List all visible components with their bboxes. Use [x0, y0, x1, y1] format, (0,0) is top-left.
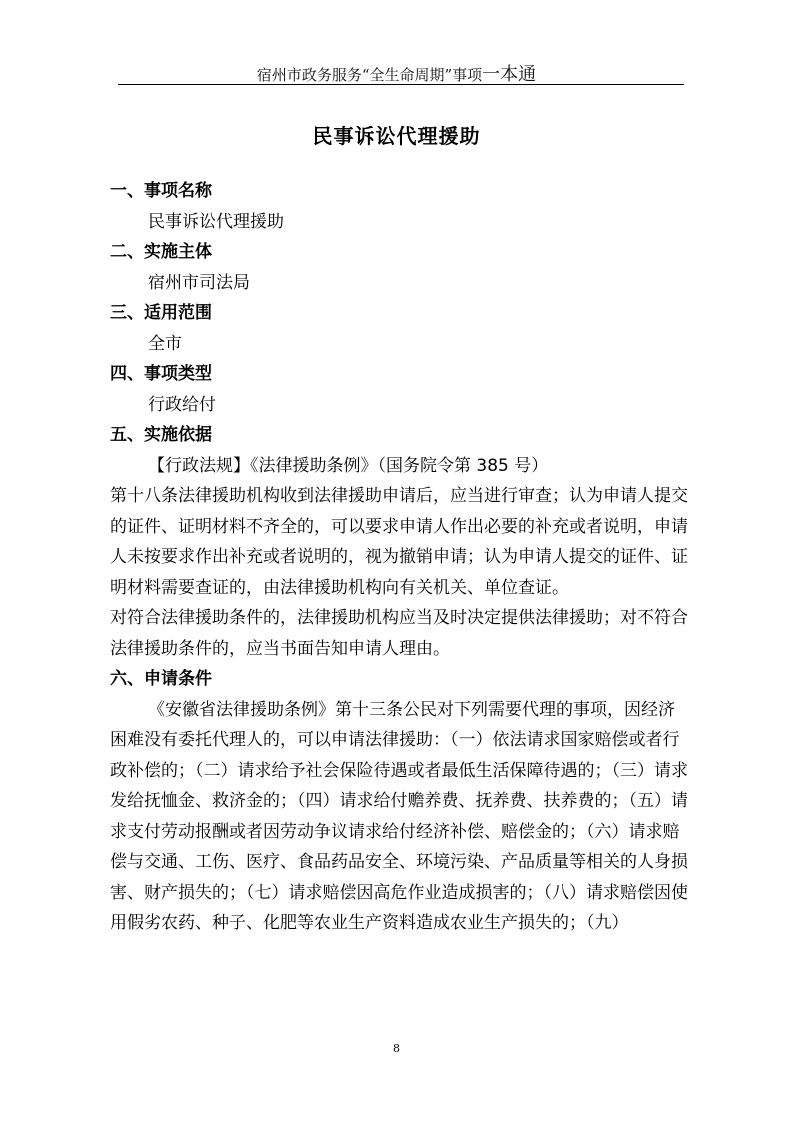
section-value-subject: 宿州市司法局: [148, 272, 250, 293]
basis-paragraph-1: 第十八条法律援助机构收到法律援助申请后，应当进行审查；认为申请人提交的证件、证明材料不齐全的，可以要求申请人作出必要的补充或者说明，申请人未按要求作出补充或者说明的，视为撤销申请；认为申请人提交的证件、证明材料需要查证的，由法律援助机构向有关机关、单位查证。: [110, 486, 688, 598]
document-body: [110, 176, 690, 939]
section-value-type: 行政给付: [148, 394, 216, 415]
section-heading-scope: 三、适用范围: [110, 303, 212, 323]
basis-paragraph-2: 对符合法律援助条件的，法律援助机构应当及时决定提供法律援助；对不符合法律援助条件的，应当书面告知申请人理由。: [110, 608, 688, 659]
header-rule: [118, 84, 684, 85]
basis-source: 【行政法规】《法律援助条例》（国务院令第 385 号）: [148, 455, 549, 476]
running-header: [0, 60, 793, 86]
conditions-paragraph: 《安徽省法律援助条例》第十三条公民对下列需要代理的事项，因经济困难没有委托代理人的，可以申请法律援助：（一）依法请求国家赔偿或者行政补偿的；（二）请求给予社会保险待遇或者最低生活保障待遇的；（三）请求发给抚恤金、救济金的；（四）请求给付赡养费、抚养费、扶养费的；（五）请求支付劳动报酬或者因劳动争议请求给付经济补偿、赔偿金的；（六）请求赔偿与交通、工伤、医疗、食品药品安全、环境污染、产品质量等相关的人身损害、财产损失的；（七）请求赔偿因高危作业造成损害的；（八）请求赔偿因使用假劣农药、种子、化肥等农业生产资料造成农业生产损失的；（九）: [110, 699, 688, 933]
section-heading-basis: 五、实施依据: [110, 425, 212, 445]
running-header-tail: 一本通: [482, 64, 537, 85]
section-heading-conditions: 六、申请条件: [110, 669, 212, 689]
page-number: 8: [393, 1042, 400, 1055]
document-title: 民事诉讼代理援助: [312, 124, 481, 148]
section-heading-subject: 二、实施主体: [110, 242, 212, 262]
section-value-scope: 全市: [148, 333, 182, 354]
section-value-name: 民事诉讼代理援助: [148, 211, 284, 232]
section-heading-type: 四、事项类型: [110, 364, 212, 384]
running-header-main: 宿州市政务服务“全生命周期”事项: [256, 66, 483, 84]
section-heading-name: 一、事项名称: [110, 181, 212, 201]
